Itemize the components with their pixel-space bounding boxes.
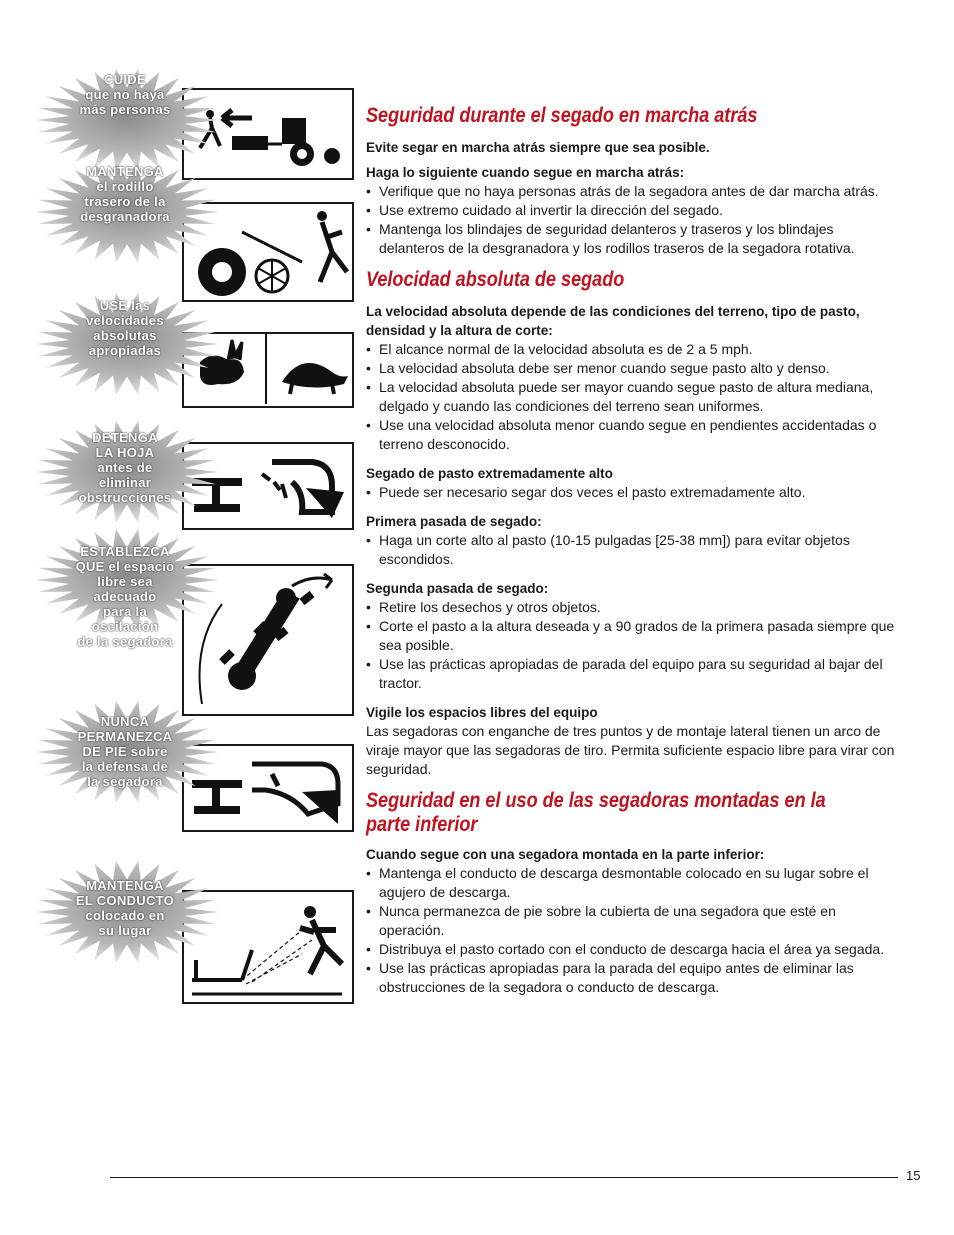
subsection-heading: Segunda pasada de segado: (366, 581, 549, 596)
bullet-list (366, 864, 898, 997)
list-item: • La velocidad absoluta debe ser menor cuando segue pasto alto y denso. (366, 359, 898, 378)
page-number: 15 (906, 1168, 921, 1183)
safety-panel-line: su lugar (98, 923, 152, 938)
bullet-list (366, 531, 898, 569)
paragraph: Las segadoras con enganche de tres puntos y de montaje lateral tienen un arco de viraje mayor que las segadoras de tiro. Permita suficiente espacio libre para virar con seguridad. (366, 723, 895, 777)
safety-panel-line: PERMANEZCA (77, 729, 173, 744)
safety-panel-line: colocado en (85, 908, 165, 923)
safety-panel-line: MANTENGA (86, 878, 164, 893)
safety-panel-line: ESTABLEZCA (80, 544, 170, 559)
safety-panel (32, 160, 362, 302)
safety-panel-line: desgranadora (80, 209, 170, 224)
list-item: • Mantenga el conducto de descarga desmontable colocado en su lugar sobre el agujero de descarga. (366, 864, 898, 902)
safety-panel-label (70, 164, 180, 224)
bullet-list (366, 598, 898, 693)
safety-panel-line: que no haya (85, 87, 165, 102)
safety-panel-label (70, 298, 180, 358)
list-item: • Use las prácticas apropiadas de parada del equipo para su seguridad al bajar del tractor. (366, 655, 898, 693)
safety-panel (32, 700, 362, 832)
footer-rule (110, 1177, 898, 1178)
safety-panel-label (70, 714, 180, 789)
safety-panel-line: trasero de la (84, 194, 166, 209)
list-item: • Use una velocidad absoluta menor cuando segue en pendientes accidentadas o terreno desconocido. (366, 416, 898, 454)
list-item: • Verifique que no haya personas atrás de la segadora antes de dar marcha atrás. (366, 182, 898, 201)
safety-panel-line: de la segadora (77, 634, 173, 649)
list-item: • Retire los desechos y otros objetos. (366, 598, 898, 617)
list-item: • Corte el pasto a la altura deseada y a 90 grados de la primera pasada siempre que sea posible. (366, 617, 898, 655)
bullet-list (366, 182, 898, 258)
bullet-list (366, 340, 898, 454)
bullet-list (366, 483, 898, 502)
safety-panel-line: velocidades (86, 313, 164, 328)
list-item: • Nunca permanezca de pie sobre la cubierta de una segadora que esté en operación. (366, 902, 898, 940)
safety-panel (32, 860, 362, 1004)
section-title: Velocidad absoluta de segado (366, 268, 625, 291)
list-item: • El alcance normal de la velocidad absoluta es de 2 a 5 mph. (366, 340, 898, 359)
list-item: • Use las prácticas apropiadas para la parada del equipo antes de eliminar las obstrucciones de la segadora o conducto de descarga. (366, 959, 898, 997)
safety-panel-line: LA HOJA (95, 445, 155, 460)
safety-panel-label (70, 878, 180, 938)
section-lead: Cuando segue con una segadora montada en la parte inferior: (366, 847, 765, 862)
safety-panel-line: para la oscilación (91, 604, 159, 634)
safety-panel-line: MANTENGA (86, 164, 164, 179)
safety-panel-line: USE las (99, 298, 151, 313)
safety-panel-line: absolutas (93, 328, 157, 343)
section-subheading: Haga lo siguiente cuando segue en marcha atrás: (366, 165, 685, 180)
safety-panel-line: DE PIE sobre (82, 744, 168, 759)
section-belly-mower (366, 789, 898, 997)
safety-panel-line: QUE el espacio (75, 559, 175, 574)
list-item: • Mantenga los blindajes de seguridad delanteros y traseros y los blindajes delanteros de la desgranadora y los rodillos traseros de la segadora rotativa. (366, 220, 898, 258)
safety-panel-label (70, 544, 180, 649)
safety-panel-line: la defensa de (81, 759, 169, 774)
safety-panel-line: libre sea adecuado (93, 574, 157, 604)
section-title: Seguridad durante el segado en marcha atrás (366, 104, 758, 127)
list-item: • Haga un corte alto al pasto (10-15 pulgadas [25-38 mm]) para evitar objetos escondidos. (366, 531, 898, 569)
list-item: • Puede ser necesario segar dos veces el pasto extremadamente alto. (366, 483, 898, 502)
section-reverse-mowing (366, 104, 898, 258)
safety-panel-label (70, 430, 180, 505)
safety-panel-line: EL CONDUCTO (75, 893, 175, 908)
safety-panel-line: CUIDE (104, 72, 146, 87)
list-item: • La velocidad absoluta puede ser mayor cuando segue pasto de altura mediana, delgado y cuando las condiciones del terreno sean uniformes. (366, 378, 898, 416)
safety-panel-line: apropiadas (88, 343, 162, 358)
safety-panel-line: el rodillo (96, 179, 154, 194)
safety-panel-line: NUNCA (100, 714, 150, 729)
safety-panel-line: DETENGA (92, 430, 158, 445)
section-title: Seguridad en el uso de las segadoras montadas en la parte inferior (366, 789, 826, 836)
subsection-heading: Vigile los espacios libres del equipo (366, 705, 598, 720)
safety-panel-line: más personas (79, 102, 171, 117)
section-lead: Evite segar en marcha atrás siempre que sea posible. (366, 140, 710, 155)
safety-panel-label (70, 72, 180, 117)
safety-panel-line: la segadora (87, 774, 163, 789)
section-lead: La velocidad absoluta depende de las condiciones del terreno, tipo de pasto, densidad y la altura de corte: (366, 304, 860, 338)
list-item: • Distribuya el pasto cortado con el conducto de descarga hacia el área ya segada. (366, 940, 898, 959)
safety-panel-line: obstrucciones (78, 490, 172, 505)
section-ground-speed (366, 268, 898, 779)
subsection-heading: Primera pasada de segado: (366, 514, 542, 529)
safety-panel (32, 420, 362, 530)
subsection-heading: Segado de pasto extremadamente alto (366, 466, 613, 481)
main-content (366, 104, 898, 997)
safety-panel (32, 528, 362, 716)
list-item: • Use extremo cuidado al invertir la dirección del segado. (366, 201, 898, 220)
safety-panel (32, 292, 362, 408)
safety-panel-line: antes de eliminar (97, 460, 153, 490)
